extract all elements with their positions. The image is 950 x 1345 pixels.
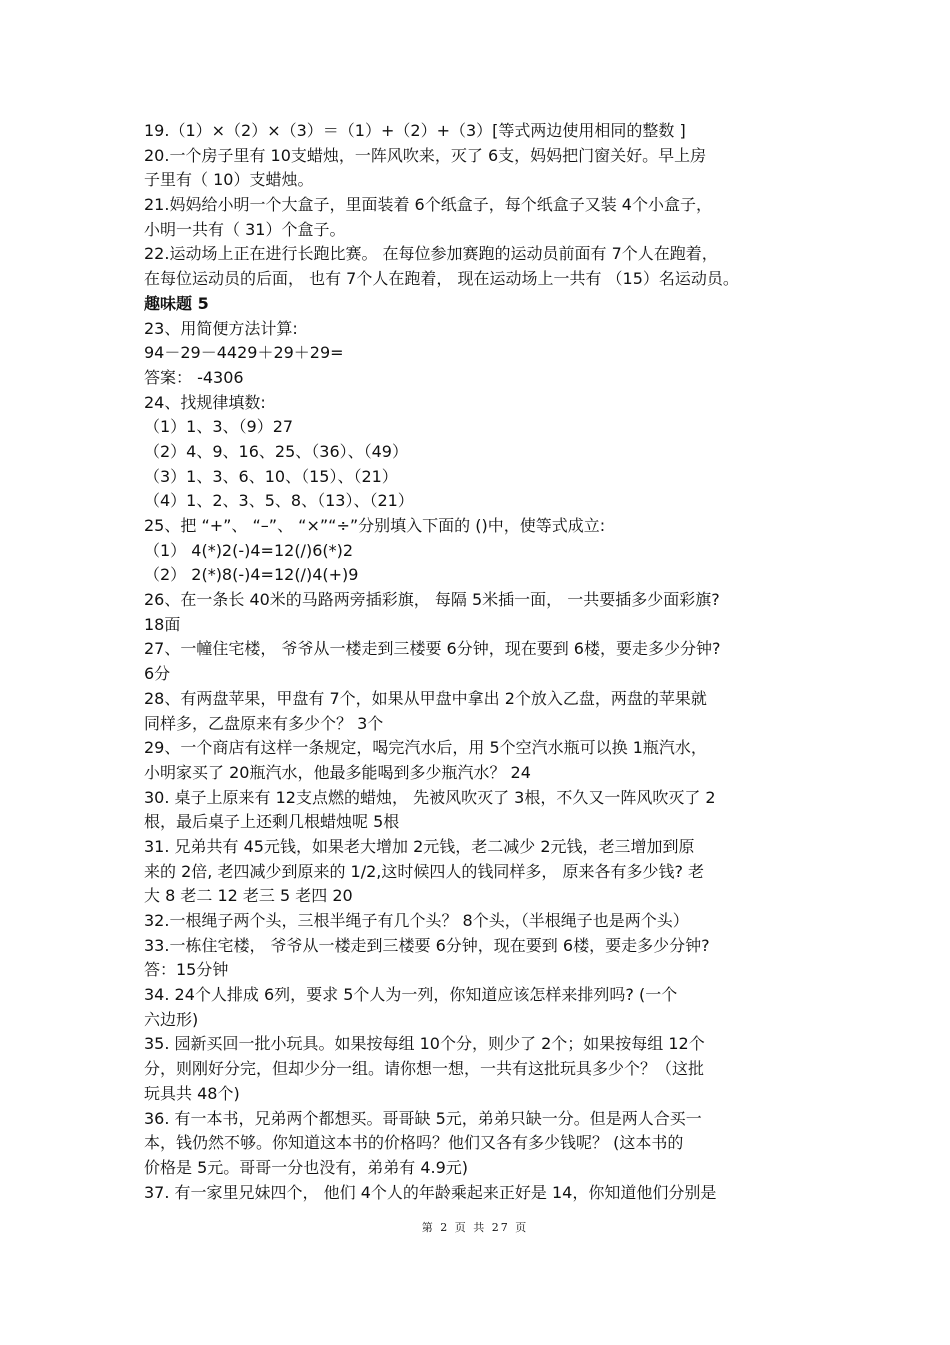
text-line: 34. 24个人排成 6列，要求 5个人为一列，你知道应该怎样来排列吗? (一个 bbox=[144, 985, 678, 1005]
text-line: 子里有（ 10）支蜡烛。 bbox=[144, 170, 314, 190]
text-line: 28、有两盘苹果，甲盘有 7个，如果从甲盘中拿出 2个放入乙盘，两盘的苹果就 bbox=[144, 688, 707, 708]
text-line: 30. 桌子上原来有 12支点燃的蜡烛， 先被风吹灭了 3根，不久又一阵风吹灭了 2 bbox=[144, 787, 716, 807]
text-line: （2） 2(*)8(-)4=12(/)4(+)9 bbox=[144, 565, 359, 585]
text-line: 32.一根绳子两个头，三根半绳子有几个头？ 8个头，（半根绳子也是两个头） bbox=[144, 911, 689, 930]
text-line: 22.运动场上正在进行长跑比赛。 在每位参加赛跑的运动员前面有 7个人在跑着， bbox=[144, 244, 718, 264]
text-line: 来的 2倍, 老四减少到原来的 1/2,这时候四人的钱同样多， 原来各有多少钱? 老 bbox=[144, 861, 705, 881]
text-line: 小明家买了 20瓶汽水，他最多能喝到多少瓶汽水？ 24 bbox=[144, 762, 531, 782]
text-line: 在每位运动员的后面， 也有 7个人在跑着， 现在运动场上一共有 （15）名运动员。 bbox=[144, 269, 739, 289]
text-line: （4）1、2、3、5、8、（13）、（21） bbox=[144, 491, 414, 511]
text-line: 36. 有一本书，兄弟两个都想买。哥哥缺 5元，弟弟只缺一分。但是两人合买一 bbox=[144, 1108, 702, 1128]
text-line: （2）4、9、16、25、（36）、（49） bbox=[144, 441, 408, 461]
text-line: 37. 有一家里兄妹四个， 他们 4个人的年龄乘起来正好是 14，你知道他们分别是 bbox=[144, 1182, 717, 1202]
section-heading: 趣味题 5 bbox=[144, 293, 209, 313]
text-line: 同样多，乙盘原来有多少个？ 3个 bbox=[144, 713, 384, 733]
text-line: 根，最后桌子上还剩几根蜡烛呢 5根 bbox=[144, 812, 400, 832]
page-body bbox=[144, 119, 814, 1205]
text-line: 94－29－4429＋29＋29= bbox=[144, 343, 344, 363]
text-line: 19.（1）×（2）×（3）＝（1）+（2）+（3）[等式两边使用相同的整数 ] bbox=[144, 121, 686, 140]
text-line: 20.一个房子里有 10支蜡烛，一阵风吹来，灭了 6支，妈妈把门窗关好。早上房 bbox=[144, 145, 707, 165]
text-line: 玩具共 48个) bbox=[144, 1083, 240, 1103]
text-line: （3）1、3、6、10、（15）、（21） bbox=[144, 466, 398, 486]
text-line: 31. 兄弟共有 45元钱，如果老大增加 2元钱，老二减少 2元钱，老三增加到原 bbox=[144, 836, 695, 856]
text-line: 27、一幢住宅楼， 爷爷从一楼走到三楼要 6分钟，现在要到 6楼，要走多少分钟? bbox=[144, 639, 721, 659]
text-line: 33.一栋住宅楼， 爷爷从一楼走到三楼要 6分钟，现在要到 6楼，要走多少分钟? bbox=[144, 935, 710, 955]
text-line: 18面 bbox=[144, 614, 181, 634]
text-line: 答案： -4306 bbox=[144, 367, 244, 387]
text-line: 六边形) bbox=[144, 1009, 199, 1029]
text-line: 25、把 “+”、 “–”、 “×”“÷”分别填入下面的 ()中，使等式成立: bbox=[144, 516, 606, 535]
text-line: 本，钱仍然不够。你知道这本书的价格吗？他们又各有多少钱呢？ (这本书的 bbox=[144, 1133, 684, 1153]
text-line: （1）1、3、（9）27 bbox=[144, 417, 294, 437]
text-line: 答：15分钟 bbox=[144, 960, 229, 980]
text-line: 23、用简便方法计算: bbox=[144, 318, 298, 338]
text-line: 6分 bbox=[144, 664, 171, 684]
text-line: 小明一共有（ 31）个盒子。 bbox=[144, 219, 346, 239]
text-line: 21.妈妈给小明一个大盒子，里面装着 6个纸盒子，每个纸盒子又装 4个小盒子， bbox=[144, 195, 712, 215]
text-line: 35. 园新买回一批小玩具。如果按每组 10个分，则少了 2个；如果按每组 12个 bbox=[144, 1034, 705, 1054]
text-line: 分，则刚好分完，但却少分一组。请你想一想，一共有这批玩具多少个？（这批 bbox=[144, 1059, 705, 1079]
page-footer: 第 2 页 共 27 页 bbox=[421, 1221, 529, 1234]
text-line: 29、一个商店有这样一条规定，喝完汽水后，用 5个空汽水瓶可以换 1瓶汽水， bbox=[144, 738, 707, 758]
text-line: 24、找规律填数: bbox=[144, 392, 266, 412]
text-line: 26、在一条长 40米的马路两旁插彩旗， 每隔 5米插一面， 一共要插多少面彩旗? bbox=[144, 590, 720, 610]
text-line: （1） 4(*)2(-)4=12(/)6(*)2 bbox=[144, 540, 354, 560]
text-line: 价格是 5元。哥哥一分也没有，弟弟有 4.9元) bbox=[144, 1157, 469, 1177]
text-line: 大 8 老二 12 老三 5 老四 20 bbox=[144, 886, 353, 906]
